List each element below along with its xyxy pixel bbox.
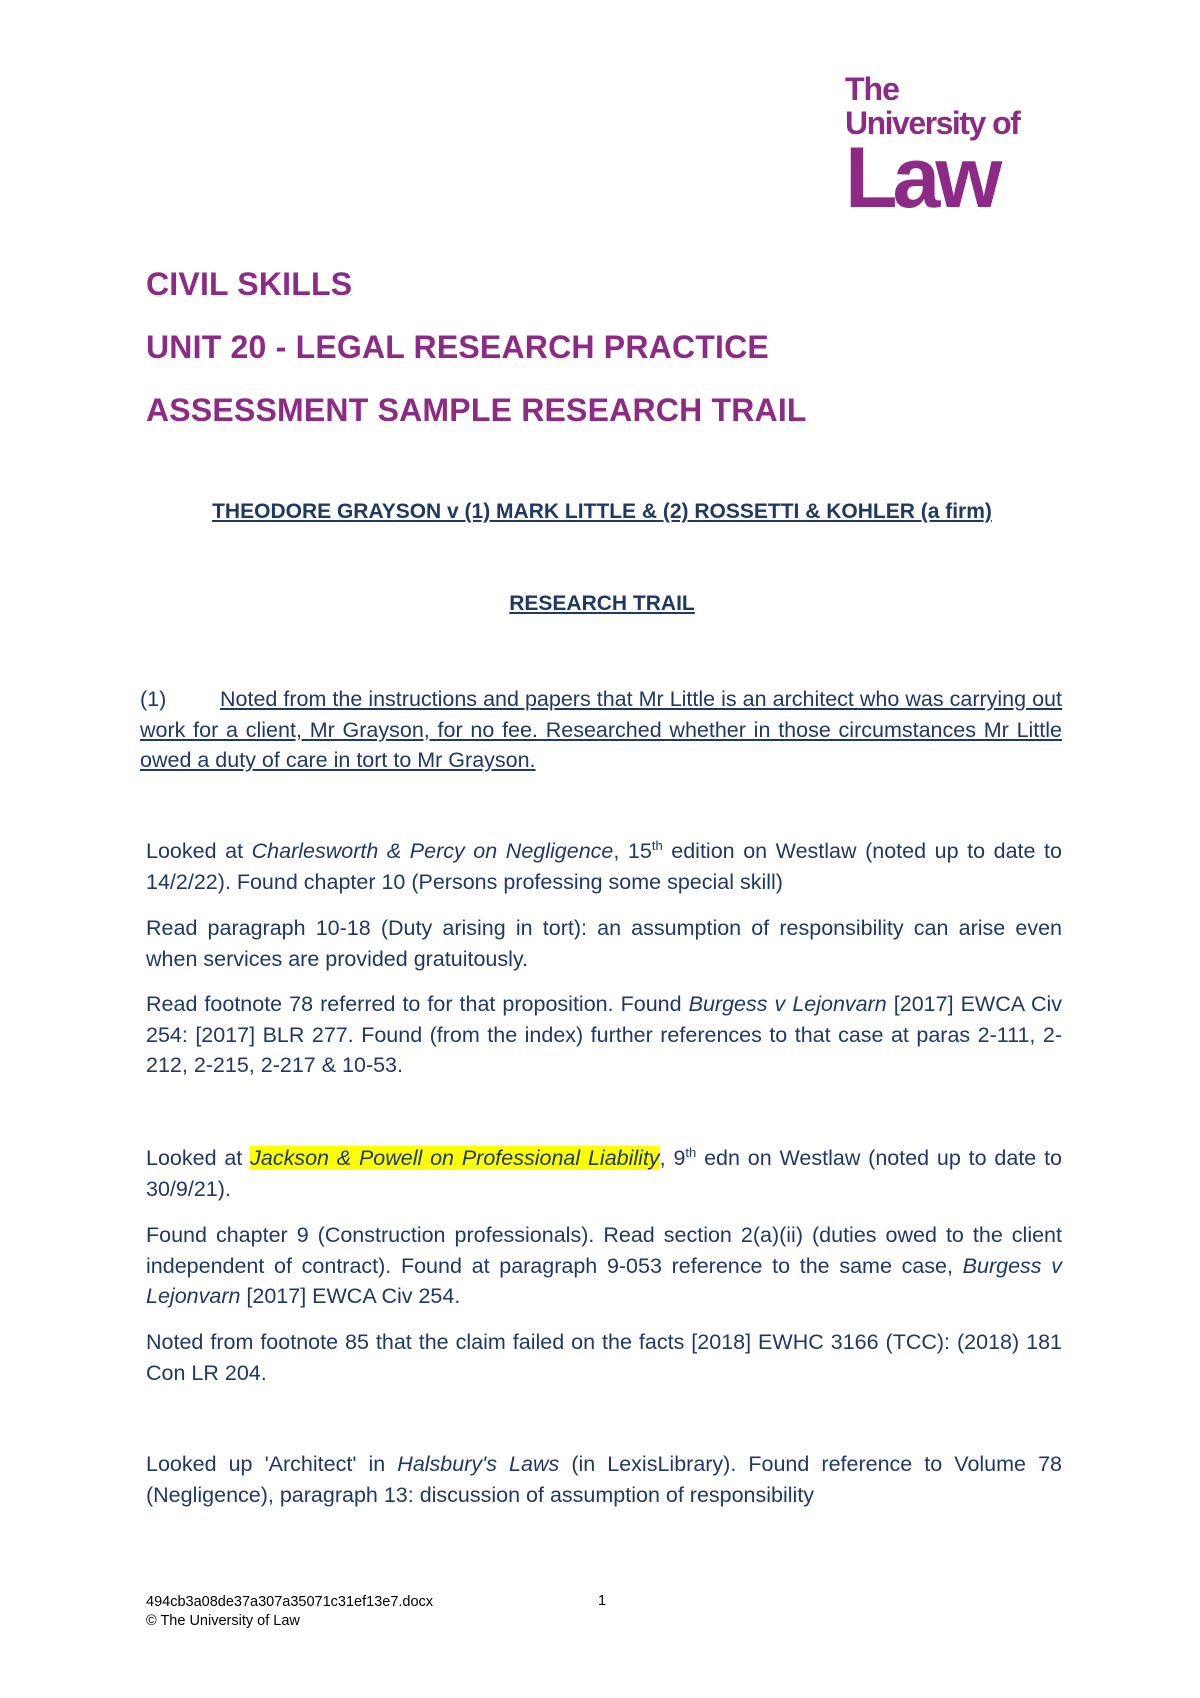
university-of-law-logo [845,71,1035,226]
item-text: Noted from the instructions and papers that Mr Little is an architect who was carrying out work for a client, Mr Grayson, for no fee. Researched whether in those circumstances Mr Little owed a duty of care in tort to Mr Grayson. [140,687,1062,772]
text-run: [2017] EWCA Civ 254: [2017] BLR 277. Found (from the index) further references to that case at paras 2-111, 2-212, 2-215, 2-217 & 10-53. [146,992,1062,1077]
case-name-burgess: Burgess v Lejonvarn [146,1253,1062,1308]
footer-filename: 494cb3a08de37a307a35071c31ef13e7.docx [146,1594,434,1610]
paragraph-halsburys [146,1449,1062,1510]
document-title-civil-skills: CIVIL SKILLS [146,266,353,302]
text-run: Looked at [146,839,252,863]
paragraph-footnote-85: Noted from footnote 85 that the claim failed on the facts [2018] EWHC 3166 (TCC): (2018) 181 Con LR 204. [146,1330,1062,1385]
page-footer [146,1593,433,1631]
text-run: edn on Westlaw (noted up to date to 30/9/21). [146,1146,1063,1201]
item-number: (1) [140,687,167,711]
case-heading: THEODORE GRAYSON v (1) MARK LITTLE & (2) ROSSETTI & KOHLER (a firm) [212,500,992,523]
document-title-unit: UNIT 20 - LEGAL RESEARCH PRACTICE [146,329,769,365]
paragraph-charlesworth [146,836,1062,897]
text-run: [2017] EWCA Civ 254. [240,1284,461,1308]
case-name-burgess: Burgess v Lejonvarn [688,992,887,1016]
document-title-assessment: ASSESSMENT SAMPLE RESEARCH TRAIL [146,392,807,428]
paragraph-chapter-9 [146,1220,1062,1312]
text-run: Read footnote 78 referred to for that proposition. Found [146,992,689,1016]
logo-text-the: The [845,71,899,107]
research-item-1 [140,684,1062,776]
text-run: Looked at [146,1146,251,1170]
paragraph-footnote-78 [146,989,1062,1081]
footer-copyright: © The University of Law [146,1613,300,1629]
logo-text-university-of: University of [845,105,1020,141]
book-title-charlesworth: Charlesworth & Percy on Negligence [251,839,614,863]
section-heading-research-trail: RESEARCH TRAIL [509,592,695,615]
text-run: Looked up 'Architect' in [146,1452,398,1476]
text-run: , 15 [613,839,652,863]
superscript: th [685,1144,697,1160]
text-run: Found chapter 9 (Construction professionals). Read section 2(a)(ii) (duties owed to the client independent of contract). Found at paragraph 9-053 reference to the same case, [146,1223,1062,1278]
book-title-halsburys: Halsbury's Laws [397,1452,560,1476]
text-run: , 9 [659,1146,686,1170]
logo-text-law: Law [845,130,998,226]
text-run: edition on Westlaw (noted up to date to 14/2/22). Found chapter 10 (Persons professing some special skill) [146,839,1062,894]
text-run: (in LexisLibrary). Found reference to Volume 78 (Negligence), paragraph 13: discussion of assumption of responsibility [146,1452,1062,1507]
book-title-jackson-powell-highlighted: Jackson & Powell on Professional Liability [250,1146,660,1170]
page-number: 1 [598,1593,607,1609]
superscript: th [651,837,663,853]
paragraph-jackson-powell [146,1143,1062,1204]
paragraph-duty-in-tort: Read paragraph 10-18 (Duty arising in tort): an assumption of responsibility can arise even when services are provided gratuitously. [146,916,1062,971]
